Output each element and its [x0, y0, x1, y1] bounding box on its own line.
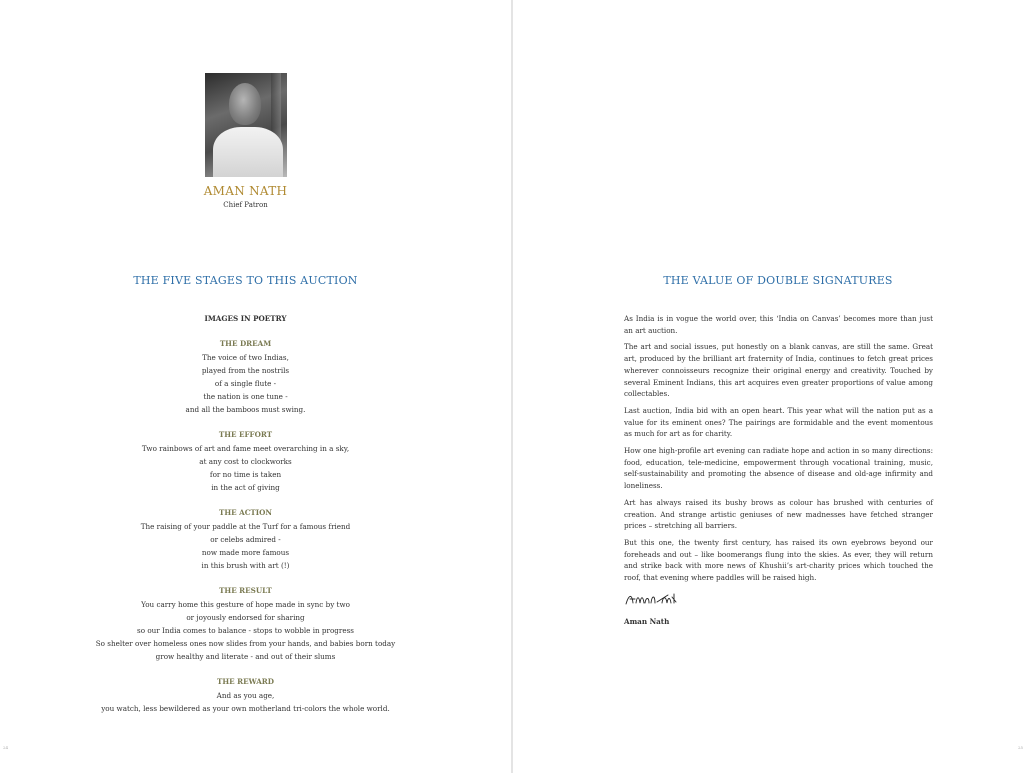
- stanza-line: grow healthy and literate - and out of their slums: [155, 652, 336, 661]
- stanza-line: so our India comes to balance - stops to wobble in progress: [137, 626, 354, 635]
- left-page: [0, 0, 511, 773]
- patron-role: Chief Patron: [223, 201, 268, 209]
- essay-paragraph: The art and social issues, put honestly on a blank canvas, are still the same. Great art, produced by the brilliant art fraternity of India, continues to fetch great prices wherever connoisseurs recognize their original energy and creativity. Touched by several Eminent Indians, this art acquires even greater proportions of value among collectables.: [624, 342, 933, 399]
- stanza-line: or joyously endorsed for sharing: [186, 613, 305, 622]
- poem-stanza: [0, 507, 491, 572]
- essay-paragraph: Last auction, India bid with an open heart. This year what will the nation put as a value for its eminent ones? The pairings are formidable and the event momentous as much for art as for charity.: [624, 405, 933, 439]
- stanza-line: in the act of giving: [211, 483, 280, 492]
- stanza-line: played from the nostrils: [201, 366, 290, 375]
- stanza-line: Two rainbows of art and fame meet overarching in a sky,: [141, 444, 350, 453]
- patron-name: AMAN NATH: [203, 184, 288, 198]
- page-number-right: 25: [1018, 745, 1024, 750]
- stanza-line: you watch, less bewildered as your own motherland tri-colors the whole world.: [101, 704, 390, 713]
- essay-paragraph: How one high-profile art evening can radiate hope and action in so many directions: food, education, tele-medicine, empowerment through vocational training, music, self-sustainability and promoting the absence of disease and old-age infirmity and loneliness.: [624, 446, 933, 491]
- signatory-name: Aman Nath: [624, 617, 670, 626]
- right-page: [513, 0, 1024, 773]
- patron-portrait: [205, 73, 287, 177]
- stanza-line: in this brush with art (!): [201, 561, 290, 570]
- page-number-left: 24: [3, 745, 9, 750]
- right-section-title: THE VALUE OF DOUBLE SIGNATURES: [663, 274, 893, 287]
- portrait-shirt: [213, 127, 283, 177]
- stanza-line: now made more famous: [201, 548, 290, 557]
- stanza-title: THE RESULT: [219, 586, 272, 595]
- stanza-list: [0, 338, 491, 715]
- handwritten-signature: [624, 590, 684, 608]
- essay-paragraph: As India is in vogue the world over, this ‘India on Canvas’ becomes more than just an art auction.: [624, 314, 933, 335]
- poem-block: [0, 313, 491, 728]
- poem-stanza: [0, 585, 491, 663]
- poem-stanza: [0, 429, 491, 494]
- poem-stanza: [0, 676, 491, 715]
- stanza-line: The raising of your paddle at the Turf for a famous friend: [140, 522, 351, 531]
- stanza-line: So shelter over homeless ones now slides from your hands, and babies born today: [95, 639, 396, 648]
- portrait-head: [229, 83, 261, 125]
- poem-subhead: IMAGES IN POETRY: [204, 314, 287, 323]
- left-section-title: THE FIVE STAGES TO THIS AUCTION: [133, 274, 358, 287]
- essay-body: [624, 313, 933, 589]
- stanza-line: of a single flute -: [214, 379, 277, 388]
- stanza-title: THE ACTION: [219, 508, 272, 517]
- stanza-title: THE DREAM: [219, 339, 272, 348]
- stanza-line: for no time is taken: [209, 470, 282, 479]
- stanza-line: And as you age,: [216, 691, 275, 700]
- stanza-line: or celebs admired -: [210, 535, 281, 544]
- stanza-line: You carry home this gesture of hope made in sync by two: [141, 600, 350, 609]
- stanza-line: and all the bamboos must swing.: [185, 405, 306, 414]
- stanza-title: THE EFFORT: [218, 430, 273, 439]
- poem-stanza: [0, 338, 491, 416]
- essay-paragraph: Art has always raised its bushy brows as colour has brushed with centuries of creation. And strange artistic geniuses of new madnesses have fetched stranger prices – stretching all barriers.: [624, 497, 933, 531]
- stanza-line: the nation is one tune -: [203, 392, 288, 401]
- stanza-title: THE REWARD: [217, 677, 274, 686]
- stanza-line: The voice of two Indias,: [202, 353, 289, 362]
- stanza-line: at any cost to clockworks: [199, 457, 292, 466]
- essay-paragraph: But this one, the twenty first century, has raised its own eyebrows beyond our foreheads and out – like boomerangs flung into the skies. As ever, they will return and strike back with more news of Khushii’s art-charity prices which touched the roof, that evening where paddles will be raised high.: [624, 537, 933, 583]
